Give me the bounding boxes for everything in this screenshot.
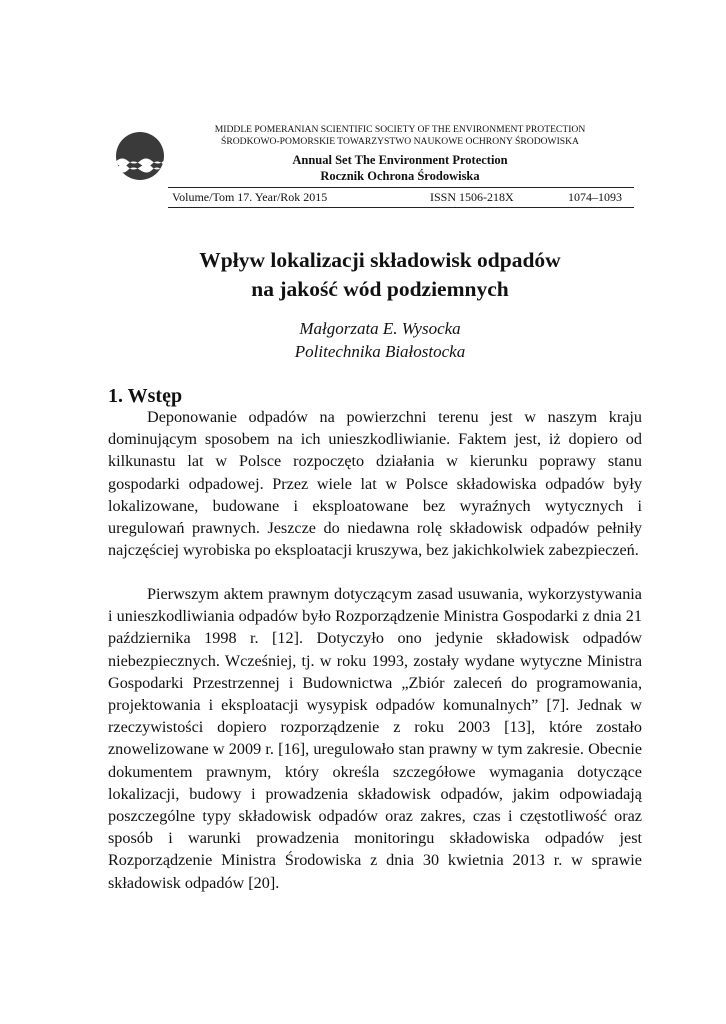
article-title — [80, 246, 680, 304]
title-line-1: Wpływ lokalizacji składowisk odpadów — [199, 248, 561, 272]
author-name: Małgorzata E. Wysocka — [299, 319, 461, 338]
journal-name-pl: Rocznik Ochrona Środowiska — [320, 169, 480, 183]
title-line-2: na jakość wód podziemnych — [251, 277, 509, 301]
journal-name-en: Annual Set The Environment Protection — [292, 153, 508, 167]
paragraph-2: Pierwszym aktem prawnym dotyczącym zasad usuwania, wykorzystywania i unieszkodliwiania odpadów było Rozporządzenie Ministra Gospodarki z dnia 21 października 1998 r. [12]. Dotyczyło ono jedynie składowisk odpadów niebezpiecznych. Wcześniej, tj. w roku 1993, zostały wydane wytyczne Ministra Gospodarki Przestrzennej i Budownictwa „Zbiór zaleceń do programowania, projektowania i eksploatacji wysypisk odpadów komunalnych” [7]. Jednak w rzeczywistości dopiero rozporządzenie z roku 2003 [13], które zostało znowelizowane w 2009 r. [16], uregulowało stan prawny w tym zakresie. Obecnie dokumentem prawnym, który określa szczegółowe wymagania dotyczące lokalizacji, budowy i prowadzenia składowisk odpadów, jakim odpowiadają poszczególne typy składowisk odpadów oraz zakres, czas i częstotliwość oraz sposób i warunki prowadzenia monitoringu składowiska odpadów jest Rozporządzenie Ministra Środowiska z dnia 30 kwietnia 2013 r. w sprawie składowisk odpadów [20]. — [108, 585, 642, 892]
paragraph-1: Deponowanie odpadów na powierzchni terenu jest w naszym kraju dominującym sposobem na ich unieszkodliwianie. Faktem jest, iż dopiero od kilkunastu lat w Polsce rozpoczęto działania w kierunku poprawy stanu gospodarki odpadowej. Przez wiele lat w Polsce składowiska odpadów były lokalizowane, budowane i eksploatowane bez wyraźnych wytycznych i uregulowań prawnych. Jeszcze do niedawna rolę składowisk odpadów pełniły najczęściej wyrobiska po eksploatacji kruszywa, bez jakichkolwiek zabezpieczeń. — [108, 408, 642, 560]
page-range: 1074–1093 — [568, 190, 622, 204]
society-logo-icon — [115, 131, 165, 181]
volume-year: Volume/Tom 17. Year/Rok 2015 — [172, 190, 328, 204]
header-rule-top — [168, 187, 634, 188]
section-heading: 1. Wstęp — [108, 385, 183, 407]
author-affiliation: Politechnika Białostocka — [294, 342, 466, 361]
society-name-en: MIDDLE POMERANIAN SCIENTIFIC SOCIETY OF THE ENVIRONMENT PROTECTION — [214, 124, 586, 135]
header-rule-bottom — [168, 207, 634, 208]
society-name-pl: ŚRODKOWO-POMORSKIE TOWARZYSTWO NAUKOWE OCHRONY ŚRODOWISKA — [221, 136, 579, 147]
issn: ISSN 1506-218X — [430, 190, 514, 204]
